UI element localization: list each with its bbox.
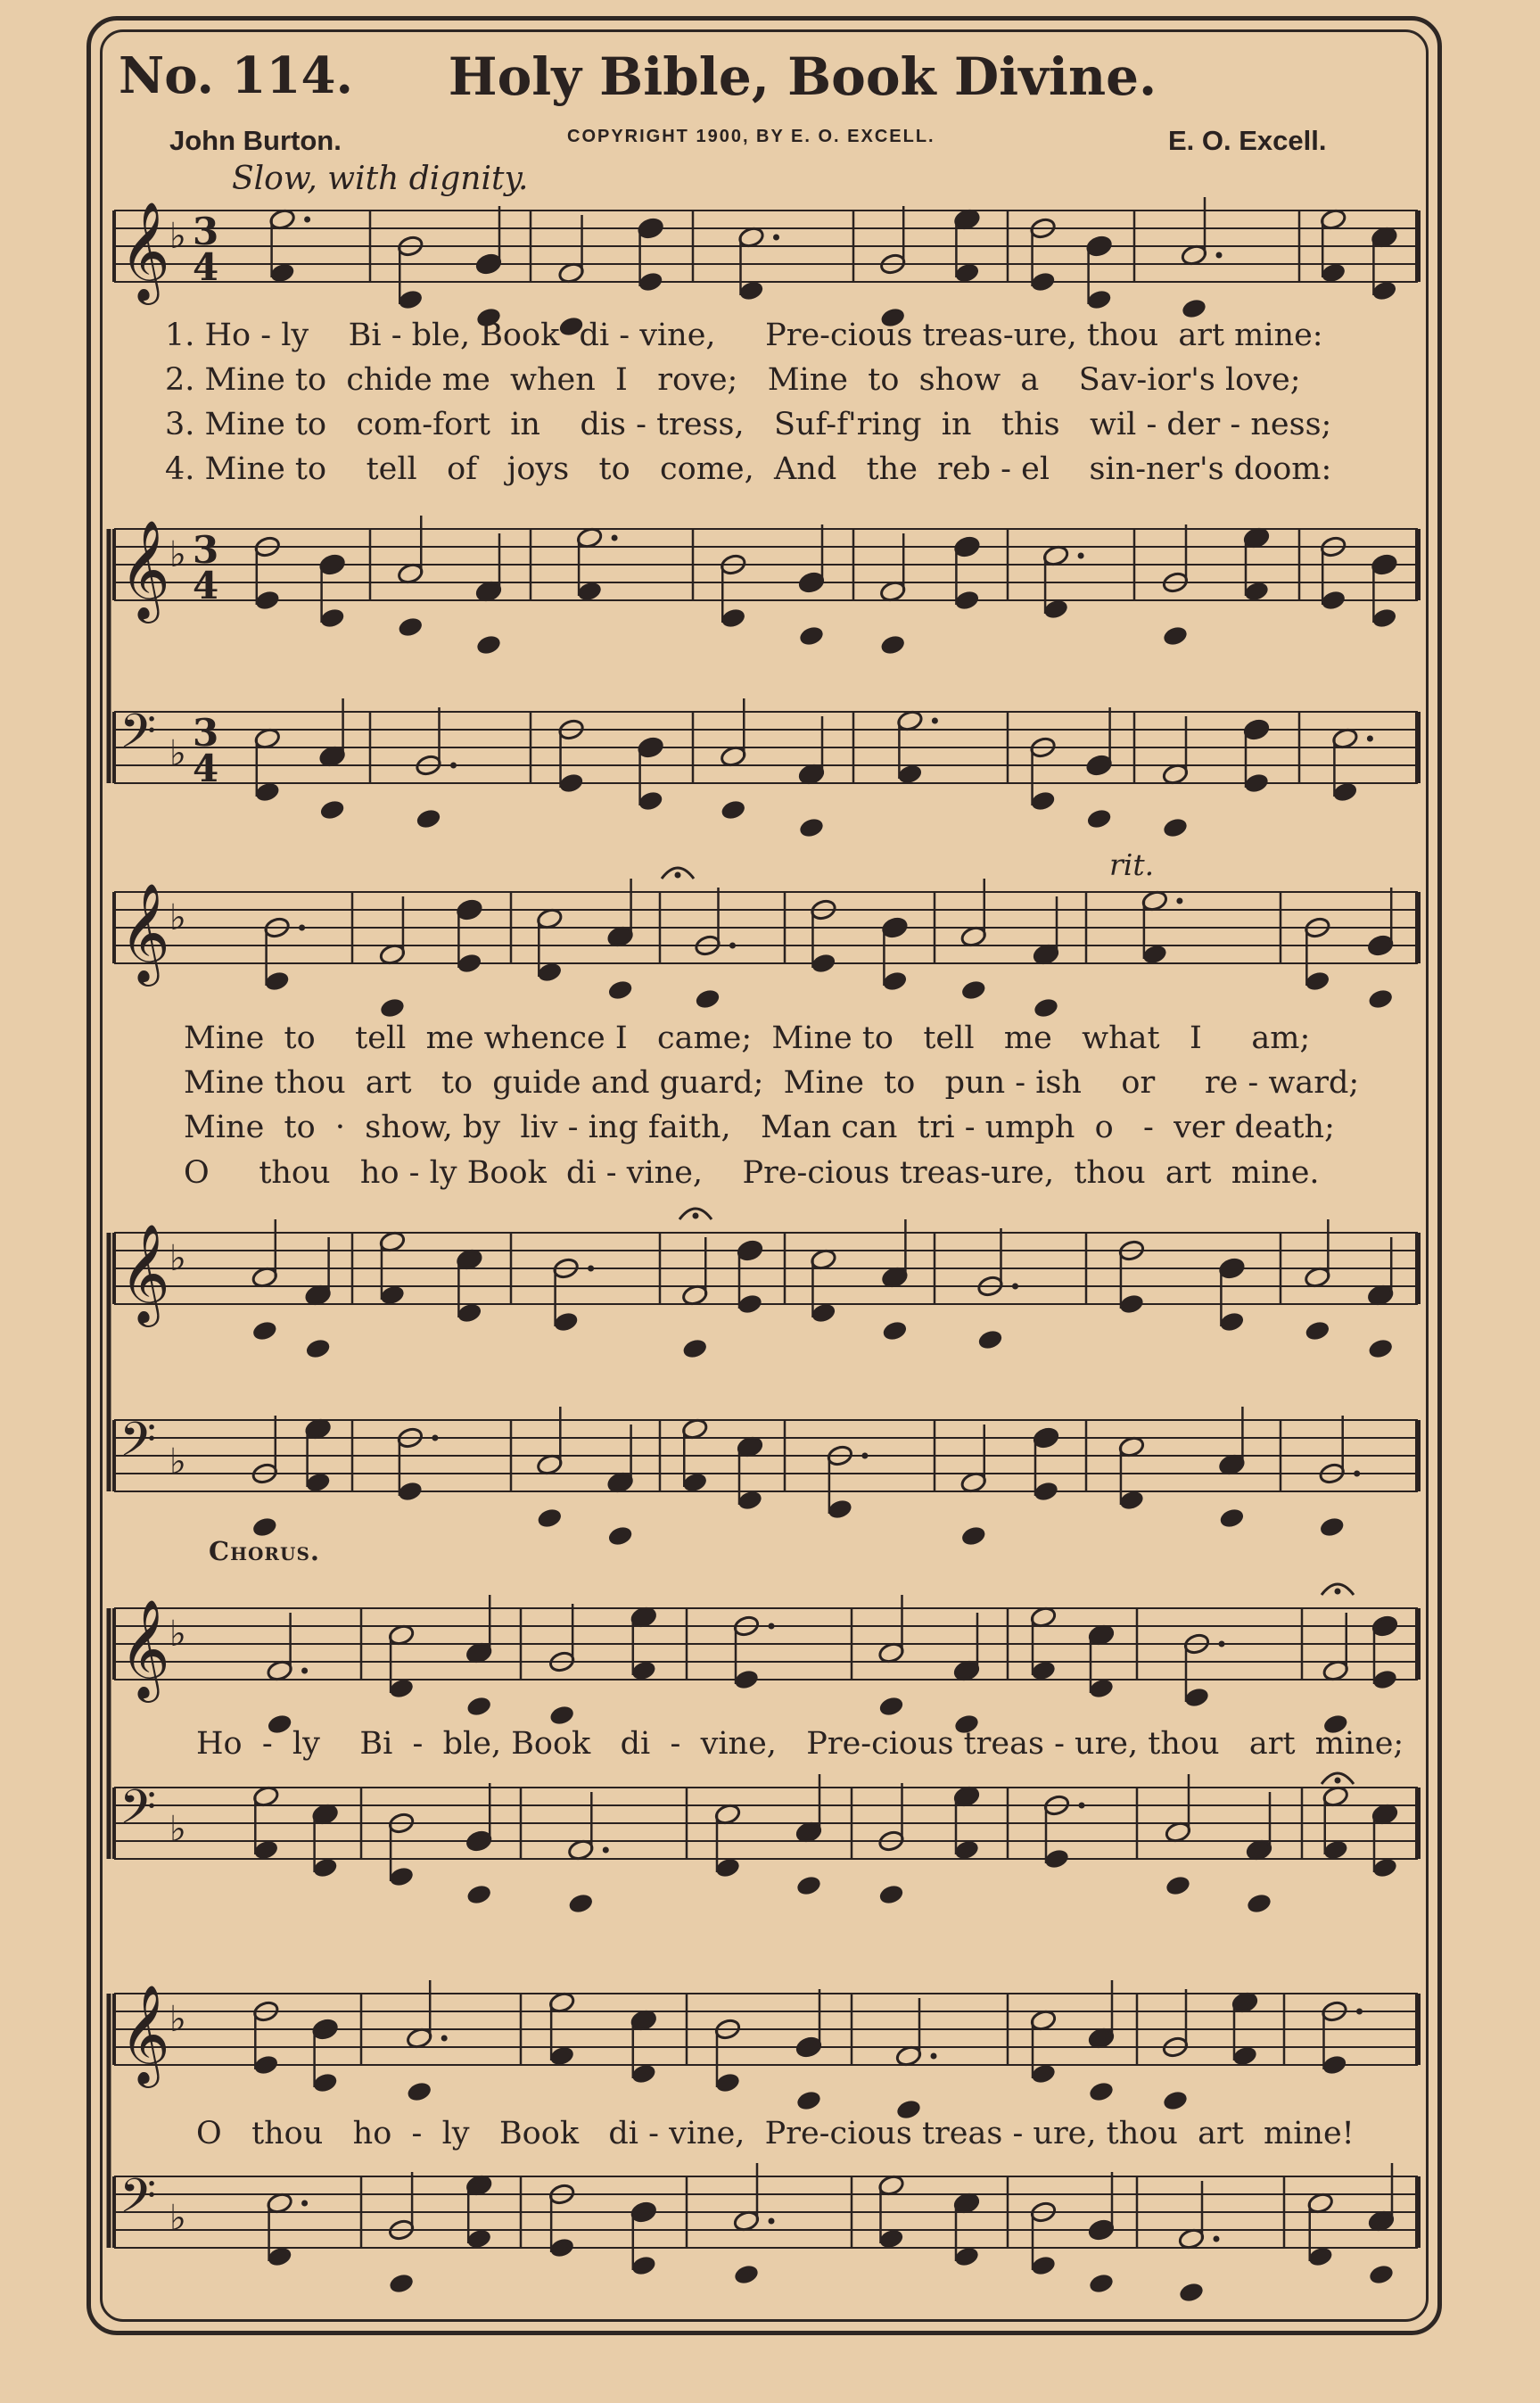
note-dot <box>1078 553 1084 559</box>
harmony-note-head <box>416 808 441 829</box>
note-head <box>737 1239 764 1262</box>
harmony-note-head <box>1219 1311 1244 1332</box>
harmony-note-head <box>1034 1481 1058 1501</box>
harmony-note-head <box>1182 298 1206 318</box>
harmony-note-head <box>320 607 345 628</box>
harmony-note-head <box>878 2228 903 2249</box>
harmony-note-head <box>270 262 295 283</box>
chorus-line-1: Ho - ly Bi - ble, Book di - vine, Pre-cious treas - ure, thou art mine; <box>196 1726 1404 1762</box>
harmony-note-head <box>737 1293 762 1314</box>
harmony-note-head <box>398 1481 423 1501</box>
note-head <box>475 252 503 276</box>
harmony-note-head <box>252 1320 277 1341</box>
harmony-note-head <box>638 271 663 292</box>
time-signature-bottom: 4 <box>193 245 219 289</box>
treble-clef: 𝄞 <box>119 882 170 982</box>
fermata-dot <box>675 872 681 879</box>
note-head <box>1218 1257 1246 1280</box>
harmony-note-head <box>1089 1678 1114 1698</box>
note-dot <box>1214 2236 1220 2242</box>
note-head <box>1367 934 1395 957</box>
harmony-note-head <box>1031 790 1056 811</box>
key-signature-flat: ♭ <box>169 1441 186 1482</box>
note-dot <box>603 1847 609 1854</box>
note-head <box>1085 754 1113 777</box>
treble-clef: 𝄞 <box>119 1984 170 2084</box>
harmony-note-head <box>1163 817 1188 838</box>
chorus-line-2: O thou ho - ly Book di - vine, Pre-cious treas - ure, thou art mine! <box>196 2116 1355 2151</box>
harmony-note-head <box>1219 1507 1244 1528</box>
verse-1-line-1: 1. Ho - ly Bi - ble, Book di - vine, Pre-cious treas-ure, thou art mine: <box>165 318 1323 353</box>
verse-4-line-1: 4. Mine to tell of joys to come, And the reb - el sin-ner's doom: <box>165 451 1332 487</box>
harmony-note-head <box>389 2273 414 2293</box>
harmony-note-head <box>878 1696 903 1716</box>
harmony-note-head <box>577 581 602 601</box>
note-head <box>795 2036 823 2059</box>
note-dot <box>612 535 618 541</box>
harmony-note-head <box>1368 1338 1393 1358</box>
harmony-note-head <box>811 953 836 973</box>
harmony-note-head <box>715 2072 740 2093</box>
harmony-note-head <box>457 1302 482 1323</box>
fermata-dot <box>693 1213 699 1219</box>
harmony-note-head <box>734 2264 759 2284</box>
note-dot <box>773 235 779 241</box>
harmony-note-head <box>1031 2063 1056 2084</box>
harmony-note-head <box>954 590 979 610</box>
harmony-note-head <box>954 2246 979 2267</box>
note-dot <box>450 763 457 769</box>
hymn-number: No. 114. <box>119 46 353 105</box>
time-signature-bottom: 4 <box>193 564 219 607</box>
harmony-note-head <box>306 1472 331 1492</box>
harmony-note-head <box>554 1311 579 1332</box>
harmony-note-head <box>828 1499 852 1519</box>
tempo-marking: Slow, with dignity. <box>232 161 529 197</box>
note-dot <box>861 1453 868 1459</box>
key-signature-flat: ♭ <box>169 1999 186 2040</box>
verse-2-line-2: Mine thou art to guide and guard; Mine to pun - ish or re - ward; <box>184 1065 1360 1101</box>
harmony-note-head <box>1087 289 1112 310</box>
harmony-note-head <box>811 1302 836 1323</box>
harmony-note-head <box>559 772 584 793</box>
verse-3-line-2: Mine to · show, by liv - ing faith, Man can tri - umph o - ver death; <box>184 1110 1335 1145</box>
harmony-note-head <box>313 1857 338 1878</box>
note-dot <box>1012 1284 1018 1290</box>
note-head <box>637 736 664 759</box>
harmony-note-head <box>1142 944 1167 964</box>
harmony-note-head <box>1043 599 1068 619</box>
fermata-dot <box>1335 1589 1341 1595</box>
harmony-note-head <box>721 799 745 820</box>
harmony-note-head <box>608 979 633 1000</box>
harmony-note-head <box>1322 2054 1346 2075</box>
note-dot <box>1354 1471 1360 1477</box>
harmony-note-head <box>1321 262 1346 283</box>
note-dot <box>588 1266 594 1272</box>
note-dot <box>1176 898 1182 904</box>
harmony-note-head <box>1044 1848 1069 1869</box>
harmony-note-head <box>537 962 562 982</box>
time-signature-top: 3 <box>193 711 219 755</box>
harmony-note-head <box>796 2090 821 2110</box>
harmony-note-head <box>882 1320 907 1341</box>
note-dot <box>769 1623 775 1630</box>
note-dot <box>1367 736 1373 742</box>
verse-1-line-2: Mine to tell me whence I came; Mine to tell me what I am; <box>184 1020 1311 1056</box>
key-signature-flat: ♭ <box>169 1809 186 1850</box>
harmony-note-head <box>695 988 720 1009</box>
hymn-title: Holy Bible, Book Divine. <box>448 46 1157 107</box>
harmony-note-head <box>1034 997 1058 1018</box>
harmony-note-head <box>1184 1687 1209 1707</box>
key-signature-flat: ♭ <box>169 534 186 575</box>
bass-clef: 𝄢 <box>119 1413 157 1479</box>
harmony-note-head <box>954 1839 979 1860</box>
harmony-note-head <box>549 1705 574 1725</box>
harmony-note-head <box>457 953 482 973</box>
harmony-note-head <box>1247 1893 1272 1913</box>
harmony-note-head <box>1371 280 1396 301</box>
harmony-note-head <box>1369 2264 1394 2284</box>
time-signature-bottom: 4 <box>193 747 219 790</box>
harmony-note-head <box>682 1472 707 1492</box>
note-dot <box>299 925 305 931</box>
harmony-note-head <box>252 1516 277 1537</box>
composer-credit: E. O. Excell. <box>1168 125 1327 156</box>
harmony-note-head <box>1163 2090 1188 2110</box>
harmony-note-head <box>389 1866 414 1887</box>
harmony-note-head <box>682 1338 707 1358</box>
note-head <box>311 2018 339 2041</box>
harmony-note-head <box>878 1884 903 1904</box>
harmony-note-head <box>1089 2273 1114 2293</box>
harmony-note-head <box>1031 1660 1056 1680</box>
note-dot <box>729 943 736 949</box>
harmony-note-head <box>799 625 824 646</box>
key-signature-flat: ♭ <box>169 1238 186 1279</box>
note-head <box>318 553 346 576</box>
note-dot <box>1079 1803 1085 1809</box>
treble-clef: 𝄞 <box>119 201 170 301</box>
key-signature-flat: ♭ <box>169 216 186 257</box>
harmony-note-head <box>882 970 907 991</box>
harmony-note-head <box>977 1329 1002 1350</box>
harmony-note-head <box>1368 988 1393 1009</box>
copyright-notice: COPYRIGHT 1900, BY E. O. EXCELL. <box>567 127 935 146</box>
key-signature-flat: ♭ <box>169 733 186 774</box>
harmony-note-head <box>380 1284 405 1305</box>
harmony-note-head <box>608 1525 633 1546</box>
key-signature-flat: ♭ <box>169 2198 186 2239</box>
harmony-note-head <box>1371 607 1396 628</box>
harmony-note-head <box>1119 1490 1144 1510</box>
note-dot <box>769 2218 775 2225</box>
lyricist-credit: John Burton. <box>169 125 342 156</box>
harmony-note-head <box>255 590 280 610</box>
note-head <box>1088 2218 1116 2242</box>
note-head <box>881 916 909 939</box>
harmony-note-head <box>1179 2282 1204 2302</box>
harmony-note-head <box>1320 1516 1345 1537</box>
harmony-note-head <box>1305 970 1330 991</box>
harmony-note-head <box>549 2237 574 2258</box>
harmony-note-head <box>268 2246 292 2267</box>
key-signature-flat: ♭ <box>169 1614 186 1655</box>
harmony-note-head <box>880 634 905 655</box>
note-dot <box>932 718 938 724</box>
verse-4-line-2: O thou ho - ly Book di - vine, Pre-cious treas-ure, thou art mine. <box>184 1155 1320 1191</box>
note-dot <box>931 2053 937 2060</box>
bass-clef: 𝄢 <box>119 2169 157 2235</box>
harmony-note-head <box>638 790 663 811</box>
harmony-note-head <box>568 1893 593 1913</box>
note-head <box>1033 1426 1060 1449</box>
harmony-note-head <box>398 616 423 637</box>
harmony-note-head <box>407 2081 432 2102</box>
harmony-note-head <box>954 262 979 283</box>
harmony-note-head <box>1089 2081 1114 2102</box>
note-dot <box>432 1435 438 1441</box>
harmony-note-head <box>253 1839 278 1860</box>
harmony-note-head <box>320 799 345 820</box>
harmony-note-head <box>265 970 290 991</box>
harmony-note-head <box>380 997 405 1018</box>
key-signature-flat: ♭ <box>169 897 186 938</box>
harmony-note-head <box>897 764 922 784</box>
note-head <box>637 217 664 240</box>
harmony-note-head <box>1332 781 1357 802</box>
note-dot <box>301 2201 308 2207</box>
note-head <box>630 2201 658 2224</box>
treble-clef: 𝄞 <box>119 1598 170 1698</box>
time-signature-top: 3 <box>193 210 219 253</box>
harmony-note-head <box>466 1884 491 1904</box>
harmony-note-head <box>1372 1669 1397 1689</box>
verse-2-line-1: 2. Mine to chide me when I rove; Mine to show a Sav-ior's love; <box>165 362 1301 398</box>
bass-clef: 𝄢 <box>119 1780 157 1846</box>
harmony-note-head <box>1305 1320 1330 1341</box>
note-head <box>1371 553 1398 576</box>
harmony-note-head <box>799 817 824 838</box>
harmony-note-head <box>389 1678 414 1698</box>
harmony-note-head <box>1323 1839 1348 1860</box>
note-head <box>1371 1614 1399 1638</box>
harmony-note-head <box>466 1696 491 1716</box>
harmony-note-head <box>549 2045 574 2066</box>
harmony-note-head <box>1031 271 1056 292</box>
harmony-note-head <box>1165 1875 1190 1895</box>
treble-clef: 𝄞 <box>119 1223 170 1323</box>
time-signature-top: 3 <box>193 528 219 572</box>
harmony-note-head <box>1308 2246 1333 2267</box>
harmony-note-head <box>1321 590 1346 610</box>
harmony-note-head <box>1232 2045 1257 2066</box>
note-head <box>456 898 483 921</box>
harmony-note-head <box>961 1525 986 1546</box>
treble-clef: 𝄞 <box>119 519 170 619</box>
note-head <box>1085 235 1113 258</box>
harmony-note-head <box>715 1857 740 1878</box>
harmony-note-head <box>1244 772 1269 793</box>
note-dot <box>441 2036 448 2042</box>
note-dot <box>1356 2009 1363 2015</box>
harmony-note-head <box>796 1875 821 1895</box>
harmony-note-head <box>631 1660 656 1680</box>
harmony-note-head <box>255 781 280 802</box>
harmony-note-head <box>1031 2255 1056 2275</box>
note-dot <box>1216 252 1223 259</box>
chorus-label: Chorus. <box>209 1536 321 1566</box>
note-head <box>798 571 826 594</box>
harmony-note-head <box>738 280 763 301</box>
harmony-note-head <box>737 1490 762 1510</box>
harmony-note-head <box>631 2063 656 2084</box>
harmony-note-head <box>537 1507 562 1528</box>
ritardando-marking: rit. <box>1109 847 1155 882</box>
harmony-note-head <box>1244 581 1269 601</box>
harmony-note-head <box>253 2054 278 2075</box>
bass-clef: 𝄢 <box>119 705 157 771</box>
harmony-note-head <box>313 2072 338 2093</box>
note-dot <box>1219 1641 1225 1647</box>
harmony-note-head <box>721 607 745 628</box>
note-head <box>1243 718 1271 741</box>
harmony-note-head <box>1372 1857 1397 1878</box>
harmony-note-head <box>476 634 501 655</box>
harmony-note-head <box>1119 1293 1144 1314</box>
note-head <box>465 1829 493 1853</box>
harmony-note-head <box>306 1338 331 1358</box>
harmony-note-head <box>961 979 986 1000</box>
harmony-note-head <box>1087 808 1112 829</box>
note-head <box>953 535 981 558</box>
harmony-note-head <box>466 2228 491 2249</box>
harmony-note-head <box>398 289 423 310</box>
note-dot <box>304 217 310 223</box>
harmony-note-head <box>1163 625 1188 646</box>
harmony-note-head <box>734 1669 759 1689</box>
harmony-note-head <box>631 2255 656 2275</box>
fermata-dot <box>1335 1778 1341 1784</box>
note-dot <box>301 1668 308 1674</box>
verse-3-line-1: 3. Mine to com-fort in dis - tress, Suf-f'ring in this wil - der - ness; <box>165 407 1332 442</box>
